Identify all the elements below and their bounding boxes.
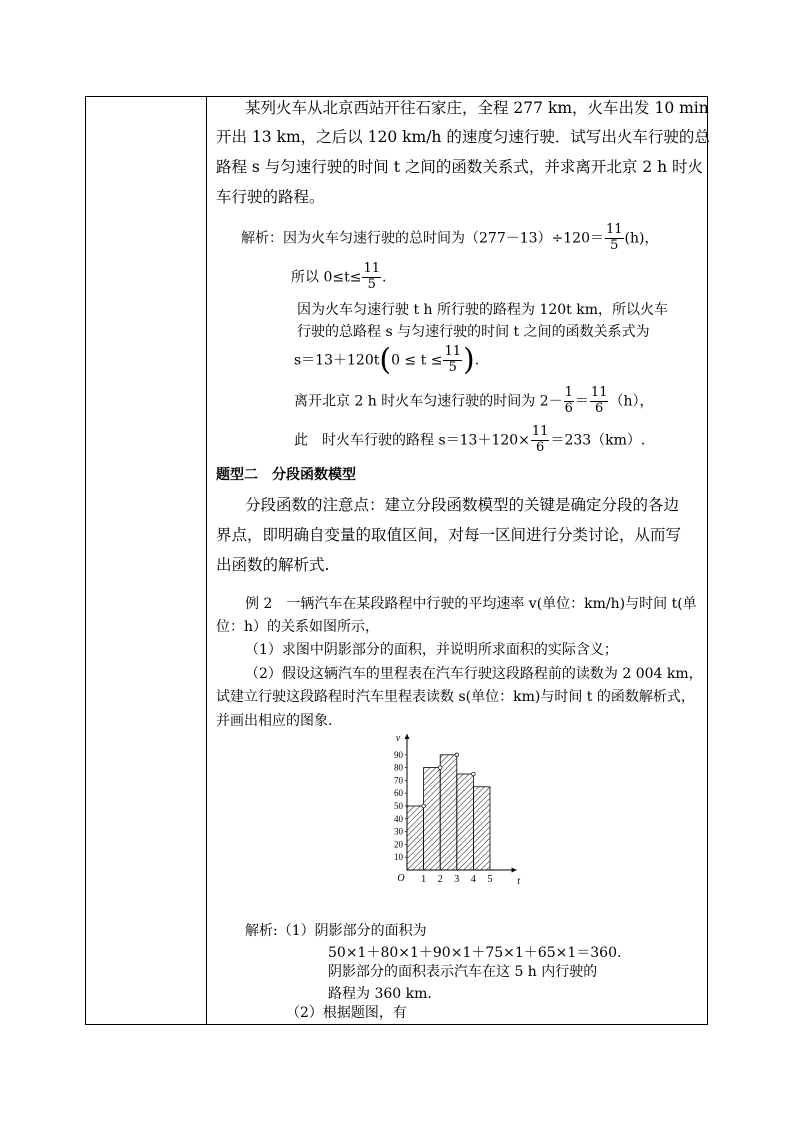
y-tick-label: 20: [394, 839, 403, 850]
bar-3: [440, 755, 457, 870]
origin-label: O: [397, 873, 405, 884]
example-line-1: 例 2 一辆汽车在某段路程中行驶的平均速率 v(单位：km/h)与时间 t(单: [245, 596, 697, 612]
example-line-4: （2）假设这辆汽车的里程表在汽车行驶这段路程前的读数为 2 004 km，: [245, 666, 703, 682]
step-endpoint-marker: [472, 772, 476, 776]
intro-line-1: 分段函数的注意点：建立分段函数模型的关键是确定分段的各边: [245, 496, 680, 514]
example-line-5: 试建立行驶这段路程时汽车里程表读数 s(单位：km)与时间 t 的函数解析式，: [216, 689, 695, 705]
solution1-line-a: 解析：因为火车匀速行驶的总时间为（277－13）÷120＝ $\frac{11}{5}$ (h)，: [241, 222, 659, 253]
y-tick-label: 70: [394, 775, 403, 786]
solution1-a-text: 解析：因为火车匀速行驶的总时间为（277－13）÷120＝: [241, 230, 604, 247]
solution2-line-5: （2）根据题图，有: [286, 1005, 407, 1021]
solution2-line-3: 阴影部分的面积表示汽车在这 5 h 内行驶的: [328, 964, 598, 980]
solution1-line-b: 所以 0≤t≤ $\frac{11}{5}$ .: [291, 261, 387, 292]
solution1-line-d: s＝13＋120t(0 ≤ t ≤ $\frac{11}{5}$ ).: [294, 342, 480, 378]
x-axis-arrow: [512, 868, 517, 873]
x-tick-label: 5: [487, 874, 493, 885]
solution2-line-1: 解析:（1）阴影部分的面积为: [245, 923, 427, 939]
speed-time-chart: [360, 730, 540, 900]
x-axis-label: t: [517, 876, 520, 887]
solution1-line-e: 离开北京 2 h 时火车匀速行驶的时间为 2－ $\frac{1}{6}$ ＝ $\frac{11}{6}$ （h），: [294, 385, 654, 416]
fraction: $\frac{1}{6}$: [564, 385, 573, 416]
x-tick-label: 4: [470, 874, 476, 885]
y-tick-label: 10: [394, 852, 403, 863]
intro-line-2: 界点，即明确自变量的取值区间，对每一区间进行分类讨论，从而写: [216, 526, 682, 544]
solution1-line-c1: 因为火车匀速行驶 t h 所行驶的路程为 120t km，所以火车: [297, 302, 668, 318]
bar-4: [457, 774, 474, 870]
bar-1: [407, 806, 424, 870]
bar-5: [473, 787, 490, 870]
problem-line-3: 路程 s 与匀速行驶的时间 t 之间的函数关系式，并求离开北京 2 h 时火: [216, 158, 704, 176]
example-line-6: 并画出相应的图象.: [216, 713, 333, 729]
table-column-divider: [206, 96, 207, 1025]
intro-line-3: 出函数的解析式.: [216, 556, 330, 574]
y-tick-label: 80: [394, 762, 403, 773]
solution1-line-f: 此 时火车行驶的路程 s＝13＋120× $\frac{11}{6}$ ＝233（km）.: [294, 424, 646, 455]
step-endpoint-marker: [438, 766, 442, 770]
fraction: $\frac{11}{6}$: [531, 424, 549, 455]
y-tick-label: 90: [394, 749, 403, 760]
step-endpoint-marker: [455, 753, 459, 757]
y-tick-label: 30: [394, 826, 403, 837]
solution2-line-4: 路程为 360 km.: [328, 986, 432, 1002]
solution2-line-2: 50×1＋80×1＋90×1＋75×1＋65×1＝360.: [328, 945, 622, 961]
x-tick-label: 1: [421, 874, 427, 885]
x-tick-label: 2: [437, 874, 443, 885]
y-tick-label: 40: [394, 813, 403, 824]
fraction: $\frac{11}{5}$: [444, 344, 461, 375]
section-title: 题型二 分段函数模型: [216, 467, 356, 483]
y-axis-label: v: [395, 733, 401, 744]
y-tick-label: 60: [394, 788, 403, 799]
fraction: $\frac{11}{5}$: [363, 261, 380, 292]
y-axis-arrow: [405, 734, 410, 739]
step-endpoint-marker: [422, 804, 426, 808]
fraction: $\frac{11}{6}$: [590, 385, 608, 416]
problem-line-1: 某列火车从北京西站开往石家庄，全程 277 km，火车出发 10 min: [245, 99, 709, 117]
bar-2: [424, 768, 441, 870]
solution1-line-c2: 行驶的总路程 s 与匀速行驶的时间 t 之间的函数关系式为: [297, 324, 650, 340]
problem-line-2: 开出 13 km，之后以 120 km/h 的速度匀速行驶．试写出火车行驶的总: [216, 128, 710, 146]
example-line-3: （1）求图中阴影部分的面积，并说明所求面积的实际含义；: [245, 642, 618, 658]
problem-line-4: 车行驶的路程。: [216, 188, 325, 206]
example-line-2: 位：h）的关系如图所示，: [216, 619, 380, 635]
y-tick-label: 50: [394, 801, 403, 811]
fraction: $\frac{11}{5}$: [606, 222, 623, 253]
x-tick-label: 3: [454, 874, 460, 885]
